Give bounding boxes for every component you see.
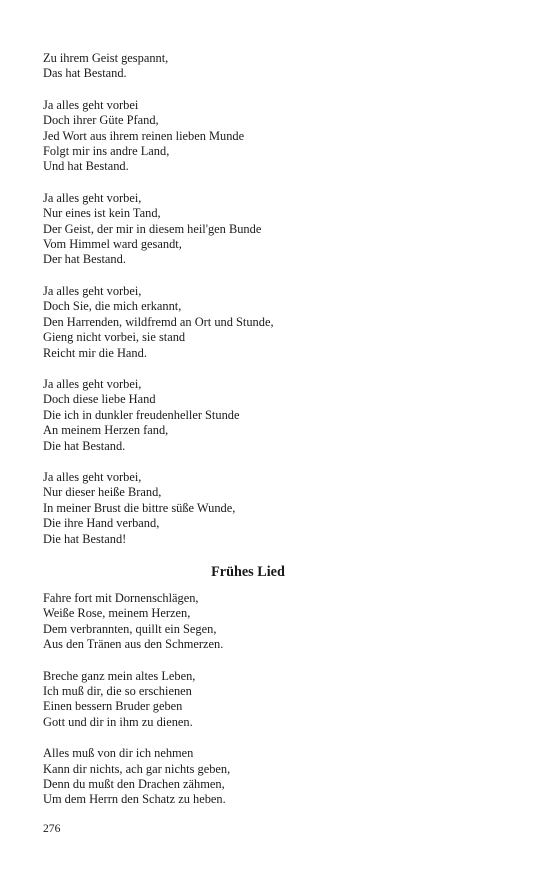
verse-line: Die hat Bestand. xyxy=(43,438,126,453)
verse-line: Doch diese liebe Hand xyxy=(43,392,156,407)
stanza xyxy=(43,746,513,808)
stanza xyxy=(43,377,513,454)
verse-line: Denn du mußt den Drachen zähmen, xyxy=(43,777,225,792)
stanza xyxy=(43,51,513,82)
verse-line: Ja alles geht vorbei, xyxy=(43,190,142,205)
verse-line: Alles muß von dir ich nehmen xyxy=(43,746,194,761)
verse-line: Kann dir nichts, ach gar nichts geben, xyxy=(43,761,231,776)
verse-line: Nur eines ist kein Tand, xyxy=(43,206,161,221)
verse-line: Das hat Bestand. xyxy=(43,66,127,81)
verse-line: Dem verbrannten, quillt ein Segen, xyxy=(43,621,217,636)
verse-line: Zu ihrem Geist gespannt, xyxy=(43,51,169,65)
stanza xyxy=(43,669,513,731)
verse-line: Und hat Bestand. xyxy=(43,159,129,174)
verse-line: Nur dieser heiße Brand, xyxy=(43,485,162,500)
stanza xyxy=(43,591,513,653)
verse-line: Die ihre Hand verband, xyxy=(43,516,160,531)
verse-line: Reicht mir die Hand. xyxy=(43,345,147,360)
stanza xyxy=(43,470,513,547)
verse-line: Doch ihrer Güte Pfand, xyxy=(43,113,159,128)
verse-line: An meinem Herzen fand, xyxy=(43,423,169,438)
verse-line: Ich muß dir, die so erschienen xyxy=(43,684,192,698)
verse-line: Die ich in dunkler freudenheller Stunde xyxy=(43,407,240,422)
verse-line: Ja alles geht vorbei, xyxy=(43,469,142,484)
verse-line: Um dem Herrn den Schatz zu heben. xyxy=(43,792,226,807)
stanza xyxy=(43,98,513,175)
verse-line: Vom Himmel ward gesandt, xyxy=(43,237,182,252)
verse-line: Den Harrenden, wildfremd an Ort und Stunde, xyxy=(43,314,274,329)
verse-line: Einen bessern Bruder geben xyxy=(43,699,183,714)
poem xyxy=(43,563,513,808)
poem-title: Frühes Lied xyxy=(211,563,285,580)
verse-line: Ja alles geht vorbei xyxy=(43,97,139,112)
verse-line: Doch Sie, die mich erkannt, xyxy=(43,299,182,314)
verse-line: Weiße Rose, meinem Herzen, xyxy=(43,606,191,621)
verse-line: Der Geist, der mir in diesem heil'gen Bunde xyxy=(43,221,262,236)
poem-continued xyxy=(43,51,513,547)
verse-line: Der hat Bestand. xyxy=(43,252,126,267)
verse-line: Gieng nicht vorbei, sie stand xyxy=(43,330,186,345)
verse-line: Folgt mir ins andre Land, xyxy=(43,144,170,159)
text-column xyxy=(43,51,513,824)
page-number: 276 xyxy=(43,822,61,835)
stanza xyxy=(43,191,513,268)
stanza xyxy=(43,284,513,361)
verse-line: Breche ganz mein altes Leben, xyxy=(43,668,196,683)
verse-line: Fahre fort mit Dornenschlägen, xyxy=(43,590,199,605)
verse-line: Die hat Bestand! xyxy=(43,531,127,546)
verse-line: Ja alles geht vorbei, xyxy=(43,283,142,298)
verse-line: Jed Wort aus ihrem reinen lieben Munde xyxy=(43,128,245,143)
verse-line: Aus den Tränen aus den Schmerzen. xyxy=(43,637,224,652)
verse-line: Gott und dir in ihm zu dienen. xyxy=(43,714,193,729)
verse-line: Ja alles geht vorbei, xyxy=(43,376,142,391)
verse-line: In meiner Brust die bittre süße Wunde, xyxy=(43,500,236,515)
